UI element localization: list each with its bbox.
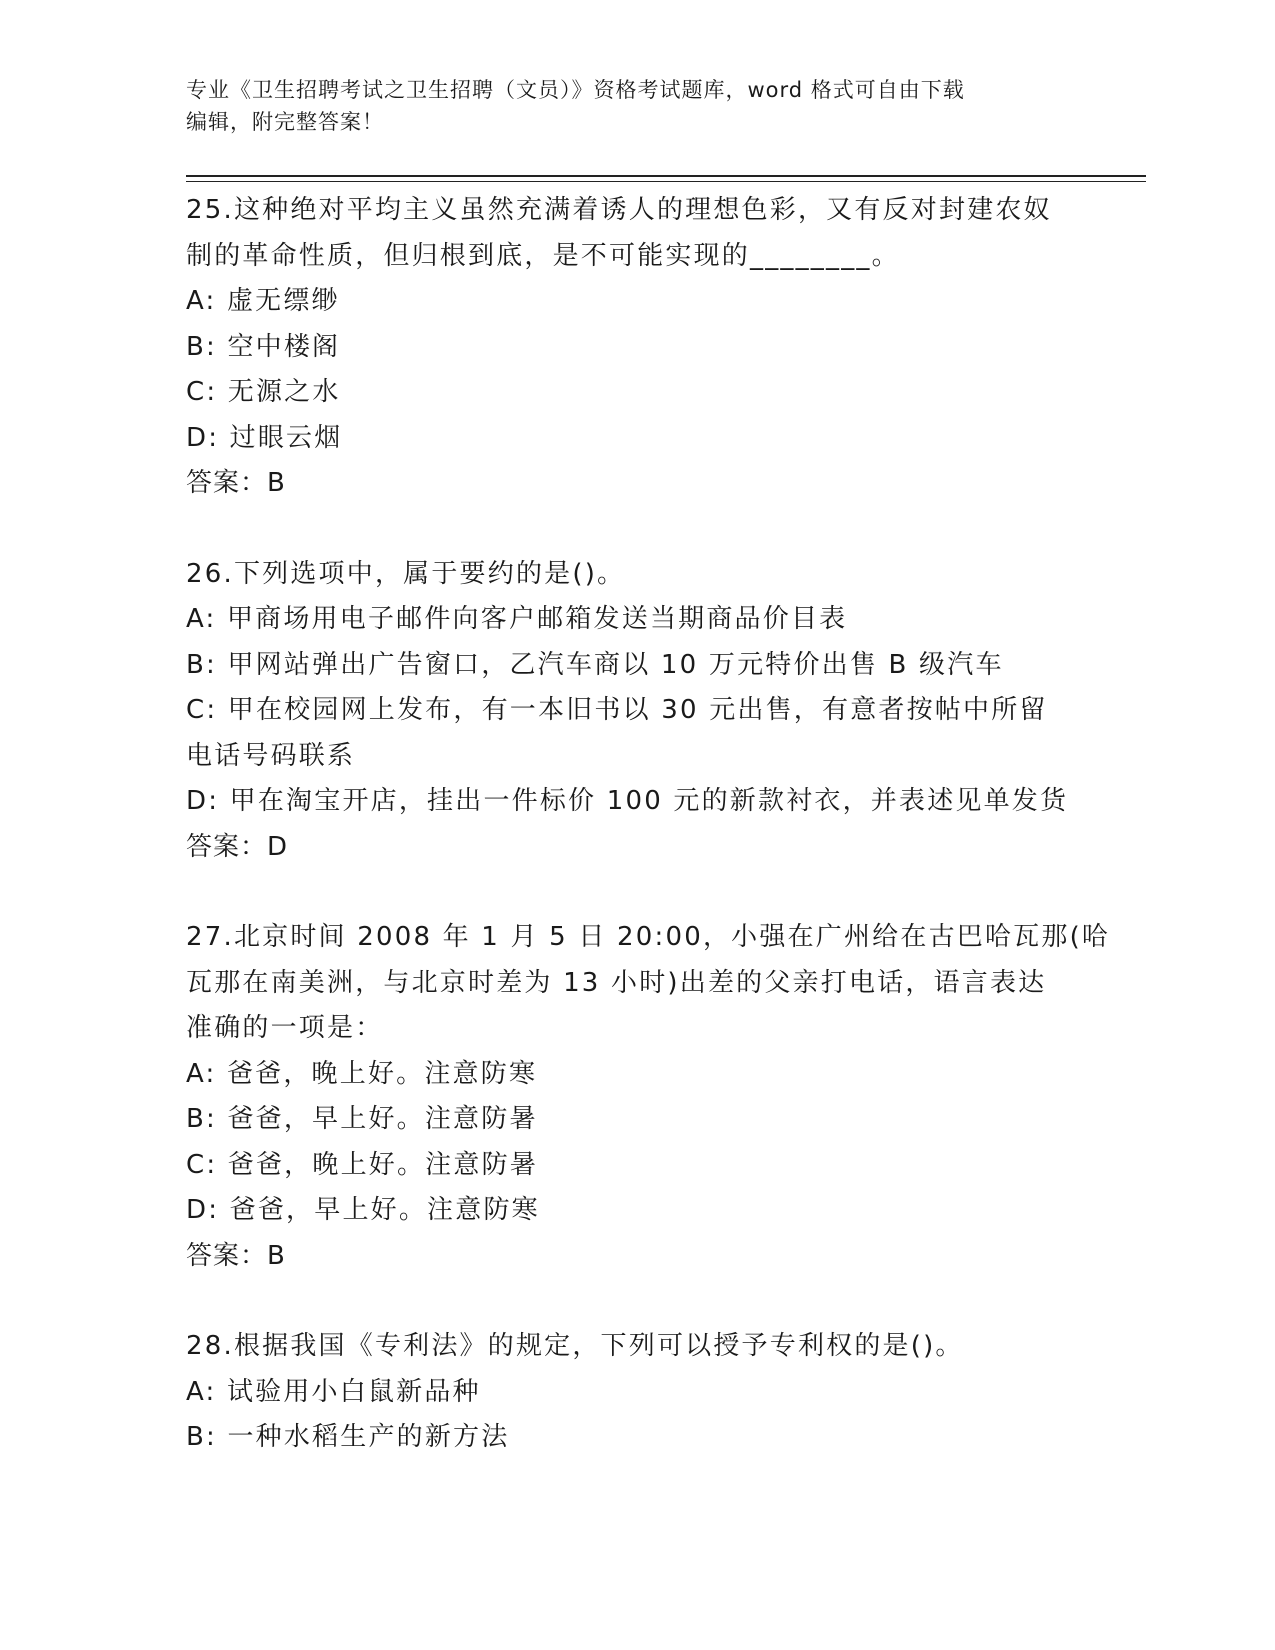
option-d: D: 过眼云烟 bbox=[186, 422, 343, 453]
question-text: 28.根据我国《专利法》的规定，下列可以授予专利权的是()。 bbox=[186, 1331, 964, 1361]
question-text: 制的革命性质，但归根到底，是不可能实现的________。 bbox=[186, 240, 900, 271]
question-text: 瓦那在南美洲，与北京时差为 13 小时)出差的父亲打电话，语言表达 bbox=[186, 967, 1047, 998]
question-text: 27.北京时间 2008 年 1 月 5 日 20:00，小强在广州给在古巴哈瓦那(哈 bbox=[186, 922, 1111, 952]
answer-text: 答案：D bbox=[186, 831, 289, 862]
header-divider-thick bbox=[186, 175, 1146, 177]
answer-text: 答案：B bbox=[186, 468, 286, 498]
question-text: 25.这种绝对平均主义虽然充满着诱人的理想色彩，又有反对封建农奴 bbox=[186, 195, 1052, 225]
question-25 bbox=[186, 188, 1086, 507]
option-a: A: 试验用小白鼠新品种 bbox=[186, 1376, 481, 1407]
question-26 bbox=[186, 552, 1086, 871]
question-text: 准确的一项是： bbox=[186, 1013, 384, 1043]
answer-text: 答案：B bbox=[186, 1240, 286, 1271]
option-c-continued: 电话号码联系 bbox=[186, 740, 356, 771]
option-c: C: 爸爸，晚上好。注意防暑 bbox=[186, 1149, 538, 1180]
option-a: A: 甲商场用电子邮件向客户邮箱发送当期商品价目表 bbox=[186, 604, 848, 634]
option-d: D: 甲在淘宝开店，挂出一件标价 100 元的新款衬衣，并表述见单发货 bbox=[186, 786, 1069, 816]
option-a: A: 爸爸，晚上好。注意防寒 bbox=[186, 1058, 538, 1089]
header-line: 编辑，附完整答案！ bbox=[186, 110, 384, 134]
option-d: D: 爸爸，早上好。注意防寒 bbox=[186, 1195, 540, 1225]
question-27 bbox=[186, 915, 1111, 1279]
option-b: B: 甲网站弹出广告窗口，乙汽车商以 10 万元特价出售 B 级汽车 bbox=[186, 649, 1004, 680]
option-c: C: 无源之水 bbox=[186, 377, 341, 407]
question-28 bbox=[186, 1324, 1086, 1461]
question-text: 26.下列选项中，属于要约的是()。 bbox=[186, 558, 626, 589]
question-list bbox=[186, 188, 1111, 1506]
header-line: 专业《卫生招聘考试之卫生招聘（文员）》资格考试题库，word 格式可自由下载 bbox=[186, 78, 965, 102]
option-c: C: 甲在校园网上发布，有一本旧书以 30 元出售，有意者按帖中所留 bbox=[186, 695, 1048, 725]
option-b: B: 空中楼阁 bbox=[186, 331, 341, 362]
option-b: B: 一种水稻生产的新方法 bbox=[186, 1422, 510, 1452]
header-divider-thin bbox=[186, 181, 1146, 182]
option-b: B: 爸爸，早上好。注意防暑 bbox=[186, 1104, 538, 1134]
option-a: A: 虚无缥缈 bbox=[186, 286, 340, 316]
document-header bbox=[186, 74, 1086, 138]
